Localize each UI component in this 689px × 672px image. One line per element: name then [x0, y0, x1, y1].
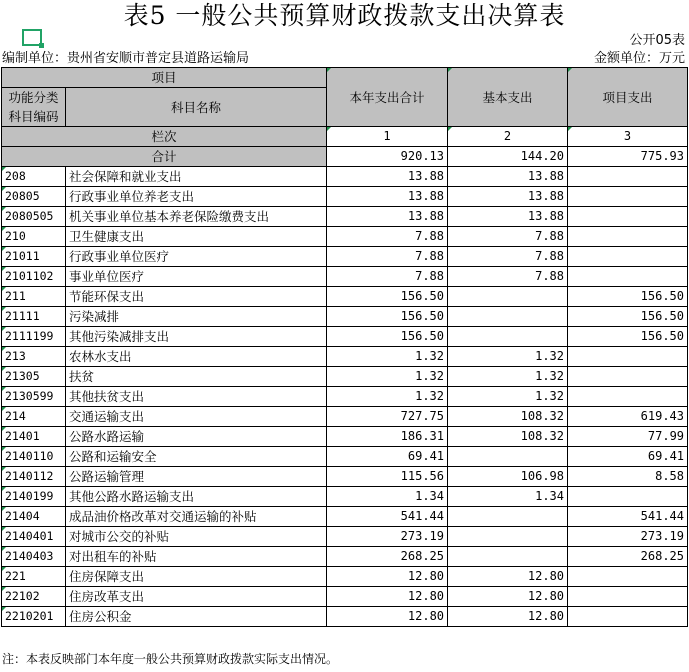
total-cell[interactable]: 12.80 — [327, 607, 448, 627]
total-cell[interactable]: 727.75 — [327, 407, 448, 427]
table-row — [2, 527, 688, 547]
project-cell[interactable]: 619.43 — [568, 407, 688, 427]
project-cell[interactable] — [568, 207, 688, 227]
func-code-line2: 科目编码 — [8, 109, 59, 124]
table-row — [2, 227, 688, 247]
basic-col-header[interactable]: 基本支出 — [448, 68, 568, 127]
code-cell[interactable]: 2080505 — [2, 207, 66, 227]
total-cell[interactable]: 541.44 — [327, 507, 448, 527]
total-cell[interactable]: 1.34 — [327, 487, 448, 507]
total-cell[interactable]: 12.80 — [327, 587, 448, 607]
code-cell[interactable]: 22102 — [2, 587, 66, 607]
index-row — [2, 127, 688, 147]
project-cell[interactable]: 541.44 — [568, 507, 688, 527]
subject-name-cell[interactable]: 公路和运输安全 — [66, 447, 327, 467]
project-cell[interactable]: 69.41 — [568, 447, 688, 467]
basic-cell[interactable] — [448, 327, 568, 347]
basic-cell[interactable]: 7.88 — [448, 227, 568, 247]
total-cell[interactable]: 1.32 — [327, 347, 448, 367]
project-cell[interactable]: 156.50 — [568, 287, 688, 307]
subject-name-cell[interactable]: 对城市公交的补贴 — [66, 527, 327, 547]
basic-cell[interactable]: 12.80 — [448, 567, 568, 587]
total-cell[interactable]: 1.32 — [327, 367, 448, 387]
table-note: 注：本表反映部门本年度一般公共预算财政拨款实际支出情况。 — [2, 652, 339, 666]
total-label[interactable]: 合计 — [2, 147, 327, 167]
index-cell-2[interactable]: 2 — [448, 127, 568, 147]
subject-name-cell[interactable]: 其他污染减排支出 — [66, 327, 327, 347]
code-cell[interactable]: 2140401 — [2, 527, 66, 547]
basic-cell[interactable]: 7.88 — [448, 247, 568, 267]
code-cell[interactable]: 2101102 — [2, 267, 66, 287]
table-row — [2, 607, 688, 627]
index-cell-3[interactable]: 3 — [568, 127, 688, 147]
table-row — [2, 367, 688, 387]
basic-cell[interactable]: 108.32 — [448, 427, 568, 447]
project-cell[interactable] — [568, 167, 688, 187]
table-row — [2, 547, 688, 567]
table-code: 公开05表 — [629, 33, 685, 48]
amount-unit: 金额单位：万元 — [593, 51, 685, 66]
code-cell[interactable]: 2210201 — [2, 607, 66, 627]
total-cell[interactable]: 156.50 — [327, 287, 448, 307]
basic-cell[interactable]: 1.32 — [448, 387, 568, 407]
table-row — [2, 507, 688, 527]
basic-cell[interactable] — [448, 507, 568, 527]
report-title: 表5 一般公共预算财政拨款支出决算表 — [123, 1, 566, 30]
header-row-1 — [2, 68, 688, 88]
total-cell[interactable]: 186.31 — [327, 427, 448, 447]
total-cell[interactable]: 7.88 — [327, 227, 448, 247]
total-cell[interactable]: 7.88 — [327, 247, 448, 267]
total-cell[interactable]: 13.88 — [327, 167, 448, 187]
basic-cell[interactable]: 1.34 — [448, 487, 568, 507]
table-row — [2, 167, 688, 187]
subject-name-cell[interactable]: 住房公积金 — [66, 607, 327, 627]
basic-cell[interactable]: 108.32 — [448, 407, 568, 427]
expenditure-table — [1, 67, 688, 627]
subject-name-cell[interactable]: 行政事业单位医疗 — [66, 247, 327, 267]
index-cell-1[interactable]: 1 — [327, 127, 448, 147]
basic-cell[interactable] — [448, 527, 568, 547]
table-row — [2, 487, 688, 507]
basic-cell[interactable]: 7.88 — [448, 267, 568, 287]
project-cell[interactable]: 156.50 — [568, 327, 688, 347]
basic-cell[interactable]: 12.80 — [448, 587, 568, 607]
basic-cell[interactable] — [448, 447, 568, 467]
total-cell[interactable]: 69.41 — [327, 447, 448, 467]
code-cell[interactable]: 213 — [2, 347, 66, 367]
code-cell[interactable]: 2140199 — [2, 487, 66, 507]
project-header[interactable]: 项目 — [2, 68, 327, 88]
total-cell[interactable]: 115.56 — [327, 467, 448, 487]
subject-name-cell[interactable]: 社会保障和就业支出 — [66, 167, 327, 187]
total-cell[interactable]: 12.80 — [327, 567, 448, 587]
code-cell[interactable]: 208 — [2, 167, 66, 187]
table-row — [2, 267, 688, 287]
table-row — [2, 447, 688, 467]
table-row — [2, 567, 688, 587]
code-cell[interactable]: 2111199 — [2, 327, 66, 347]
subject-name-cell[interactable]: 其他扶贫支出 — [66, 387, 327, 407]
code-cell[interactable]: 214 — [2, 407, 66, 427]
table-row — [2, 287, 688, 307]
row-label-cell[interactable]: 栏次 — [2, 127, 327, 147]
subject-name-cell[interactable]: 农林水支出 — [66, 347, 327, 367]
subject-name-cell[interactable]: 公路运输管理 — [66, 467, 327, 487]
project-cell[interactable]: 8.58 — [568, 467, 688, 487]
total-col-header[interactable]: 本年支出合计 — [327, 68, 448, 127]
code-cell[interactable]: 21305 — [2, 367, 66, 387]
subject-name-cell[interactable]: 成品油价格改革对交通运输的补贴 — [66, 507, 327, 527]
subject-name-cell[interactable]: 住房保障支出 — [66, 567, 327, 587]
code-cell[interactable]: 210 — [2, 227, 66, 247]
table-row — [2, 587, 688, 607]
total-basic-cell[interactable]: 144.20 — [448, 147, 568, 167]
project-cell[interactable] — [568, 387, 688, 407]
project-cell[interactable] — [568, 247, 688, 267]
basic-cell[interactable] — [448, 287, 568, 307]
table-row — [2, 427, 688, 447]
subject-name-cell[interactable]: 机关事业单位基本养老保险缴费支出 — [66, 207, 327, 227]
code-cell[interactable]: 20805 — [2, 187, 66, 207]
subject-name-cell[interactable]: 污染减排 — [66, 307, 327, 327]
code-cell[interactable]: 21401 — [2, 427, 66, 447]
subject-name-cell[interactable]: 扶贫 — [66, 367, 327, 387]
total-cell[interactable]: 13.88 — [327, 187, 448, 207]
code-cell[interactable]: 2140110 — [2, 447, 66, 467]
code-cell[interactable]: 2140403 — [2, 547, 66, 567]
subject-name-cell[interactable]: 公路水路运输 — [66, 427, 327, 447]
table-row — [2, 247, 688, 267]
subject-name-cell[interactable]: 其他公路水路运输支出 — [66, 487, 327, 507]
subject-name-header[interactable]: 科目名称 — [66, 88, 327, 127]
project-cell[interactable] — [568, 267, 688, 287]
subject-name-cell[interactable]: 对出租车的补贴 — [66, 547, 327, 567]
project-cell[interactable]: 268.25 — [568, 547, 688, 567]
subject-name-cell[interactable]: 交通运输支出 — [66, 407, 327, 427]
subject-name-cell[interactable]: 卫生健康支出 — [66, 227, 327, 247]
total-cell[interactable]: 268.25 — [327, 547, 448, 567]
subject-name-cell[interactable]: 事业单位医疗 — [66, 267, 327, 287]
basic-cell[interactable]: 12.80 — [448, 607, 568, 627]
total-row — [2, 147, 688, 167]
project-cell[interactable]: 156.50 — [568, 307, 688, 327]
code-cell[interactable]: 211 — [2, 287, 66, 307]
code-cell[interactable]: 21404 — [2, 507, 66, 527]
basic-cell[interactable] — [448, 547, 568, 567]
total-cell[interactable]: 1.32 — [327, 387, 448, 407]
table-row — [2, 347, 688, 367]
project-cell[interactable] — [568, 607, 688, 627]
table-row — [2, 387, 688, 407]
table-row — [2, 187, 688, 207]
table-row — [2, 307, 688, 327]
subject-name-cell[interactable]: 节能环保支出 — [66, 287, 327, 307]
selected-cell-cursor[interactable] — [22, 29, 42, 46]
code-cell[interactable]: 21111 — [2, 307, 66, 327]
total-cell[interactable]: 156.50 — [327, 327, 448, 347]
table-row — [2, 407, 688, 427]
table-row — [2, 207, 688, 227]
project-cell[interactable] — [568, 487, 688, 507]
total-cell[interactable]: 13.88 — [327, 207, 448, 227]
project-cell[interactable] — [568, 587, 688, 607]
total-cell[interactable]: 7.88 — [327, 267, 448, 287]
project-cell[interactable] — [568, 227, 688, 247]
subject-name-cell[interactable]: 行政事业单位养老支出 — [66, 187, 327, 207]
basic-cell[interactable]: 1.32 — [448, 367, 568, 387]
project-cell[interactable] — [568, 567, 688, 587]
func-code-line1: 功能分类 — [8, 90, 59, 105]
table-row — [2, 327, 688, 347]
func-code-header[interactable] — [2, 88, 66, 127]
basic-cell[interactable]: 13.88 — [448, 167, 568, 187]
code-cell[interactable]: 21011 — [2, 247, 66, 267]
basic-cell[interactable]: 1.32 — [448, 347, 568, 367]
basic-cell[interactable]: 13.88 — [448, 187, 568, 207]
project-cell[interactable]: 273.19 — [568, 527, 688, 547]
total-project-cell[interactable]: 775.93 — [568, 147, 688, 167]
total-cell[interactable]: 273.19 — [327, 527, 448, 547]
total-sum-cell[interactable]: 920.13 — [327, 147, 448, 167]
project-cell[interactable] — [568, 347, 688, 367]
compiling-unit: 编制单位：贵州省安顺市普定县道路运输局 — [2, 51, 250, 66]
basic-cell[interactable] — [448, 307, 568, 327]
code-cell[interactable]: 221 — [2, 567, 66, 587]
project-cell[interactable] — [568, 187, 688, 207]
project-cell[interactable] — [568, 367, 688, 387]
table-row — [2, 467, 688, 487]
project-cell[interactable]: 77.99 — [568, 427, 688, 447]
code-cell[interactable]: 2130599 — [2, 387, 66, 407]
subject-name-cell[interactable]: 住房改革支出 — [66, 587, 327, 607]
total-cell[interactable]: 156.50 — [327, 307, 448, 327]
basic-cell[interactable]: 13.88 — [448, 207, 568, 227]
project-col-header[interactable]: 项目支出 — [568, 68, 688, 127]
code-cell[interactable]: 2140112 — [2, 467, 66, 487]
basic-cell[interactable]: 106.98 — [448, 467, 568, 487]
